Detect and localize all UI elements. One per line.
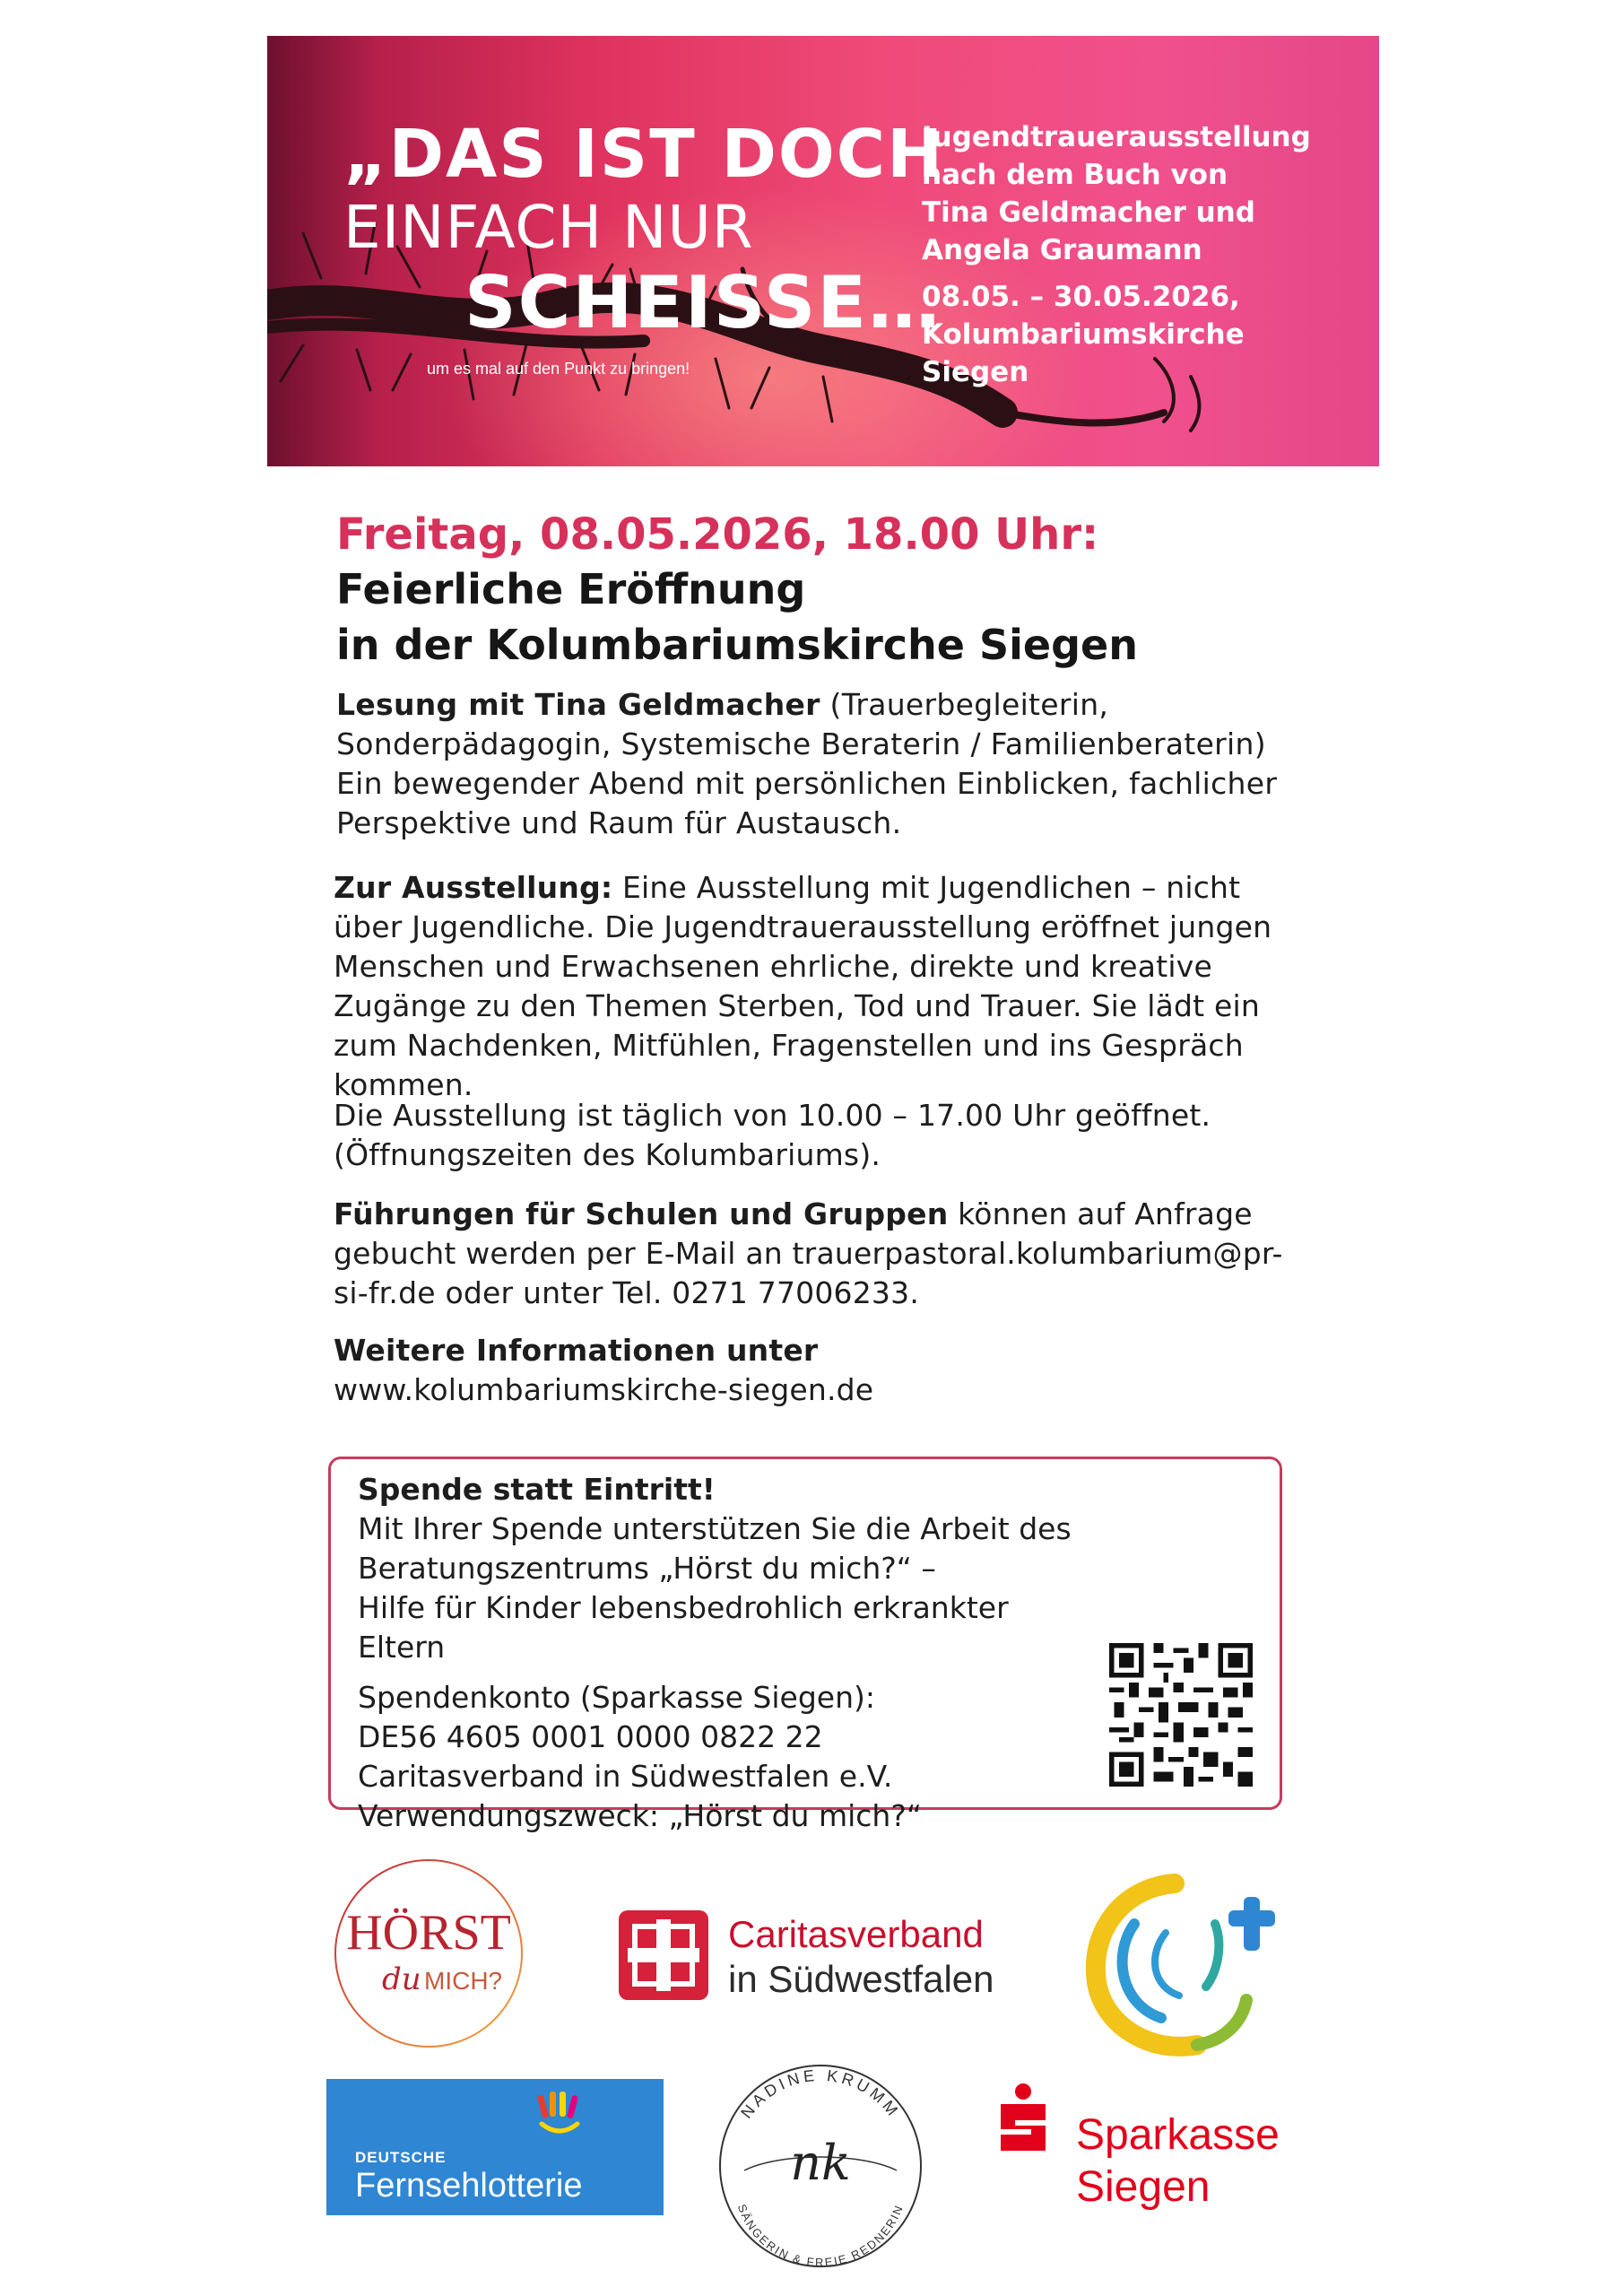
hoerst-du-mich-logo <box>330 1855 527 2052</box>
account-holder: Caritasverband in Südwestfalen e.V. <box>358 1759 893 1794</box>
more-info-label: Weitere Informationen unter <box>334 1333 819 1368</box>
reading-text: (Trauerbegleiterin, Sonderpädagogin, Systemische Beraterin / Familienberaterin) Ein bewegender Abend mit persönlichen Einblicken, fachlicher Perspektive und Raum für Austausch. <box>336 687 1278 840</box>
svg-text:SÄNGERIN & FREIE REDNERIN <box>735 2203 907 2269</box>
tours-text: können auf Anfrage gebucht werden per E-Mail an trauerpastoral.kolumbarium@pr-si-fr.de oder unter Tel. 0271 77006233. <box>334 1196 1283 1310</box>
iban: DE56 4605 0001 0000 0822 22 <box>358 1719 823 1754</box>
website-link[interactable]: www.kolumbariumskirche-siegen.de <box>334 1372 874 1407</box>
qr-code-icon[interactable] <box>1109 1643 1253 1787</box>
opening-hours-line1: Die Ausstellung ist täglich von 10.00 – 17.00 Uhr geöffnet. <box>334 1098 1211 1133</box>
svg-text:NADINE KRUMM <box>737 2066 903 2122</box>
opening-hours-line2: (Öffnungszeiten des Kolumbariums). <box>334 1137 881 1172</box>
exhibition-banner <box>267 36 1379 466</box>
sparkasse-name <box>1076 2109 1280 2213</box>
donation-line: Beratungszentrums „Hörst du mich?“ – <box>358 1551 936 1586</box>
event-section <box>336 508 1305 843</box>
caritas-name <box>728 1912 994 2002</box>
more-info <box>334 1331 1302 1410</box>
banner-info-line: 08.05. – 30.05.2026, <box>922 281 1240 313</box>
exhibition-text: Eine Ausstellung mit Jugendlichen – nicht über Jugendliche. Die Jugendtrauerausstellung eröffnet jungen Menschen und Erwachsenen ehrliche, direkte und kreative Zugänge zu den Themen Sterben, Tod und Trauer. Sie lädt ein zum Nachdenken, Mitfühlen, Fragenstellen und ins Gespräch kommen. <box>334 870 1272 1102</box>
donation-heading: Spende statt Eintritt! <box>358 1472 716 1507</box>
lotto-small-text: DEUTSCHE <box>355 2149 447 2166</box>
banner-title-line3: SCHEISSE… <box>464 261 942 344</box>
tours-info <box>334 1195 1302 1313</box>
sparkasse-line2: Siegen <box>1076 2163 1211 2211</box>
banner-subtitle: um es mal auf den Punkt zu bringen! <box>427 360 690 378</box>
horst-mich: MICH? <box>424 1967 503 1995</box>
caritas-flame-cross-icon <box>619 1910 708 2000</box>
exhibition-description <box>334 868 1302 1105</box>
krumm-initials: nk <box>790 2135 851 2191</box>
event-date: Freitag, 08.05.2026, 18.00 Uhr: <box>336 509 1099 560</box>
donation-line: Mit Ihrer Spende unterstützen Sie die Arbeit des <box>358 1511 1072 1546</box>
banner-info-line: nach dem Buch von <box>922 159 1228 191</box>
horst-word: HÖRST <box>346 1905 511 1961</box>
reading-label: Lesung mit Tina Geldmacher <box>336 687 820 722</box>
exhibition-label: Zur Ausstellung: <box>334 870 613 905</box>
tours-label: Führungen für Schulen und Gruppen <box>334 1196 949 1231</box>
sparkasse-logo <box>995 2083 1300 2226</box>
swirl-cross-icon <box>1081 1870 1296 2058</box>
sparkasse-s-icon <box>995 2083 1051 2151</box>
nadine-krumm-circle <box>708 2054 933 2269</box>
fernsehlotterie-logo <box>326 2079 664 2215</box>
lotto-big-text: Fernsehlotterie <box>355 2167 583 2205</box>
banner-info <box>922 118 1361 391</box>
account-label: Spendenkonto (Sparkasse Siegen): <box>358 1680 876 1715</box>
opening-hours <box>334 1096 1302 1175</box>
trauerpastoral-swirl-logo <box>1081 1870 1296 2058</box>
banner-title-line1: „DAS IST DOCH <box>343 116 945 193</box>
banner-title-line2: EINFACH NUR <box>343 193 754 262</box>
caritas-logo <box>619 1910 1031 2009</box>
krumm-bottom-text: SÄNGERIN & FREIE REDNERIN <box>734 2202 907 2269</box>
reading-description <box>336 685 1305 843</box>
horst-du: du <box>382 1961 421 1997</box>
colorful-hand-icon <box>533 2088 586 2142</box>
event-headline-line1: Feierliche Eröffnung <box>336 565 806 613</box>
banner-title <box>343 117 944 343</box>
hoerst-du-mich-circle <box>330 1855 527 2052</box>
nadine-krumm-logo <box>708 2054 933 2269</box>
caritas-line2: in Südwestfalen <box>728 1958 994 2000</box>
sparkasse-line1: Sparkasse <box>1076 2111 1280 2159</box>
caritas-line1: Caritasverband <box>728 1913 984 1955</box>
banner-info-line: Kolumbariumskirche <box>922 318 1245 351</box>
banner-info-line: Tina Geldmacher und <box>922 196 1255 229</box>
banner-info-line: Jugendtrauerausstellung <box>922 121 1311 153</box>
donation-line: Hilfe für Kinder lebensbedrohlich erkrankter Eltern <box>358 1590 1009 1665</box>
krumm-top-text: NADINE KRUMM <box>737 2066 904 2122</box>
donation-text <box>358 1470 1093 1836</box>
payment-purpose: Verwendungszweck: „Hörst du mich?“ <box>358 1798 922 1833</box>
banner-info-line: Angela Graumann <box>922 234 1202 266</box>
event-headline-line2: in der Kolumbariumskirche Siegen <box>336 621 1138 669</box>
banner-info-line: Siegen <box>922 356 1029 388</box>
donation-box <box>328 1457 1282 1833</box>
